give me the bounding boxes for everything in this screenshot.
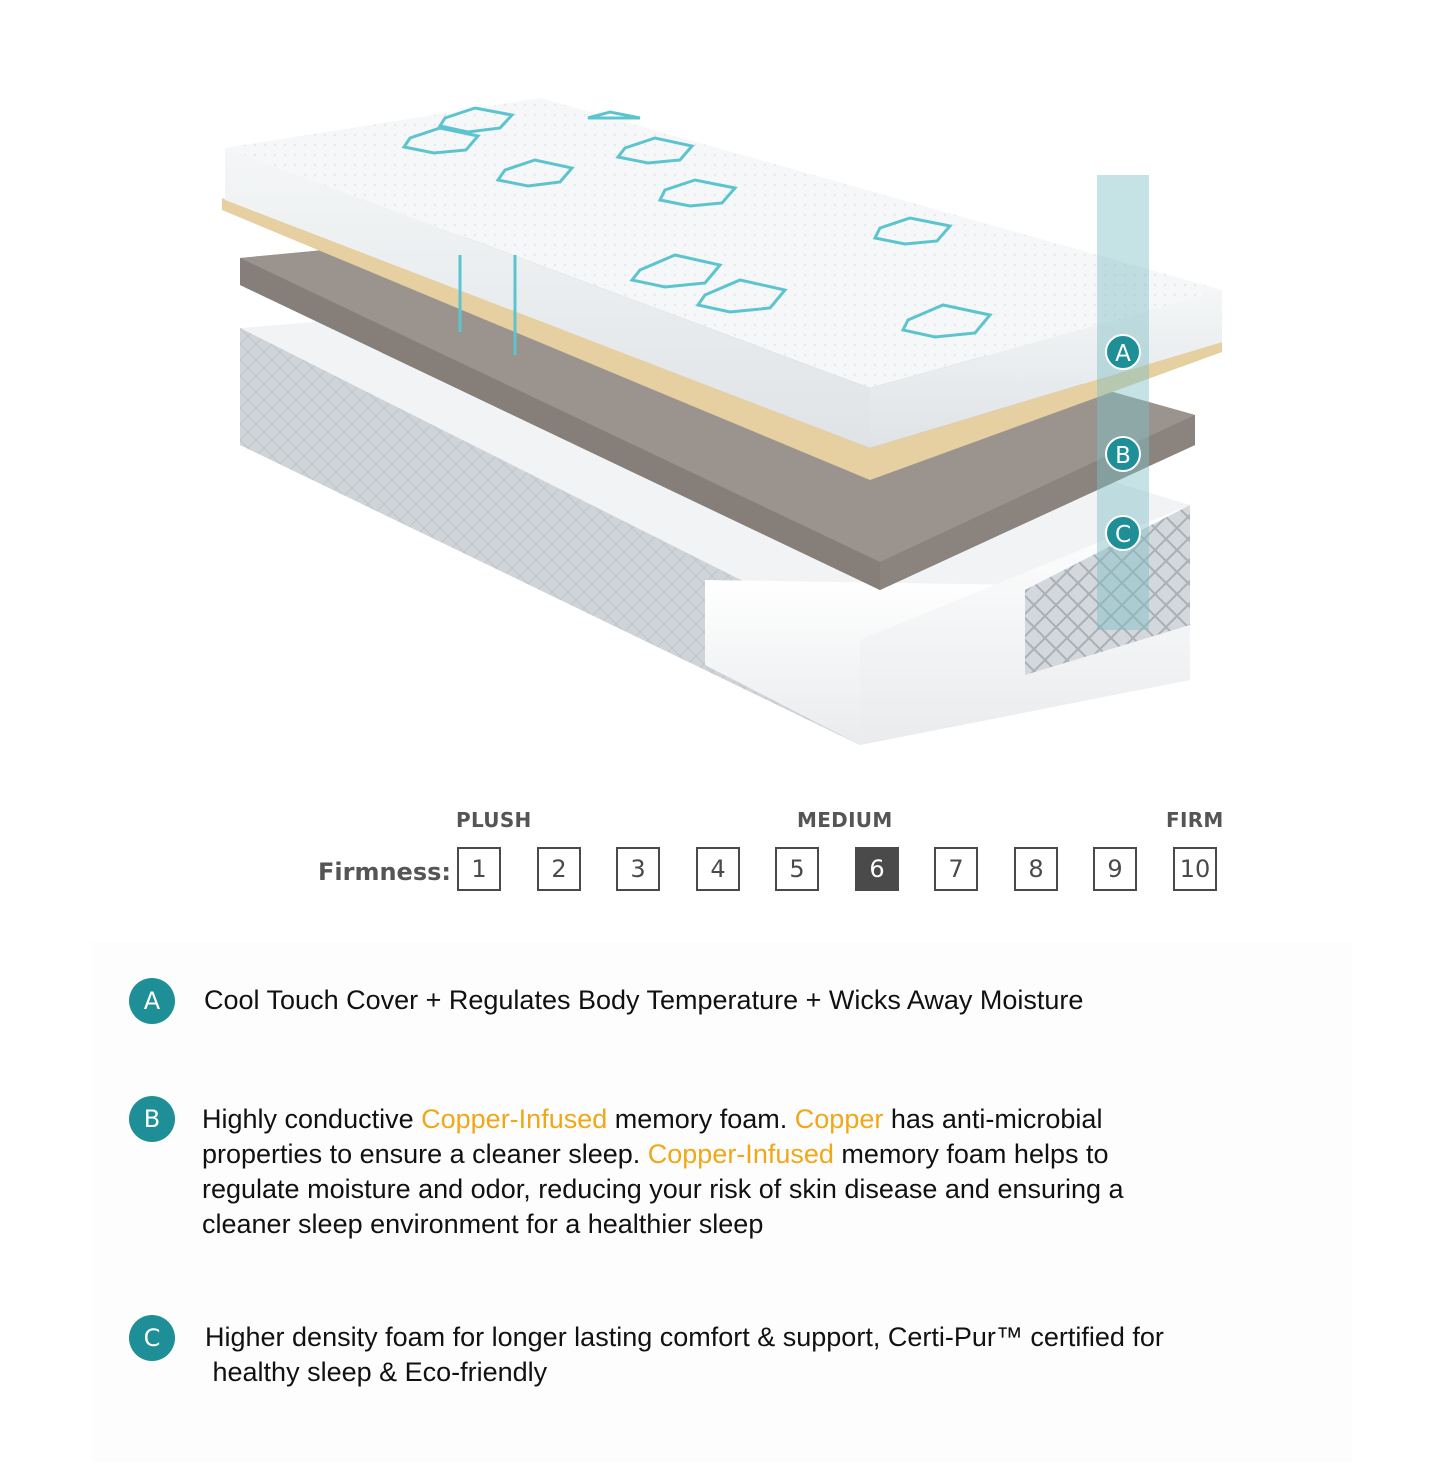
- feature-badge-a: A: [129, 978, 175, 1024]
- firmness-level-10[interactable]: 10: [1173, 847, 1217, 891]
- svg-text:A: A: [1115, 341, 1131, 367]
- firmness-level-1[interactable]: 1: [457, 847, 501, 891]
- layer-marker-bar: [1097, 175, 1149, 630]
- scale-label-plush: PLUSH: [456, 808, 532, 832]
- feature-text-segment: cleaner sleep environment for a healthier sleep: [202, 1209, 764, 1239]
- svg-text:B: B: [1115, 443, 1131, 469]
- svg-text:C: C: [1114, 522, 1132, 548]
- feature-line: [202, 1207, 1124, 1242]
- firmness-level-4[interactable]: 4: [696, 847, 740, 891]
- layer-marker-b: [1106, 437, 1140, 471]
- feature-text-segment: Highly conductive: [202, 1104, 422, 1134]
- feature-line: [202, 1137, 1124, 1172]
- scale-label-medium: MEDIUM: [797, 808, 893, 832]
- layer-marker-c: [1106, 516, 1140, 550]
- feature-text-segment: regulate moisture and odor, reducing your risk of skin disease and ensuring a: [202, 1174, 1124, 1204]
- firmness-level-2[interactable]: 2: [537, 847, 581, 891]
- feature-text-segment: Cool Touch Cover + Regulates Body Temperature + Wicks Away Moisture: [204, 985, 1084, 1015]
- feature-text-segment: properties to ensure a cleaner sleep.: [202, 1139, 648, 1169]
- feature-text-a: [204, 983, 1083, 1018]
- feature-badge-c: C: [129, 1315, 175, 1361]
- features-panel: [92, 942, 1352, 1462]
- highlight-term: Copper: [794, 1104, 884, 1134]
- feature-line: [205, 1355, 1164, 1390]
- firmness-level-8[interactable]: 8: [1014, 847, 1058, 891]
- layer-marker-a: [1106, 335, 1140, 369]
- feature-line: [204, 983, 1083, 1018]
- highlight-term: Copper-Infused: [647, 1139, 834, 1169]
- feature-line: [205, 1320, 1164, 1355]
- scale-label-firm: FIRM: [1166, 808, 1224, 832]
- feature-text-b: [202, 1102, 1124, 1242]
- feature-text-segment: Higher density foam for longer lasting comfort & support, Certi-Pur™ certified for: [205, 1322, 1164, 1352]
- feature-line: [202, 1102, 1124, 1137]
- firmness-level-3[interactable]: 3: [616, 847, 660, 891]
- feature-badge-b: B: [129, 1096, 175, 1142]
- firmness-level-5[interactable]: 5: [775, 847, 819, 891]
- feature-text-segment: memory foam helps to: [833, 1139, 1109, 1169]
- firmness-label: Firmness:: [318, 858, 451, 886]
- firmness-level-6[interactable]: 6: [855, 847, 899, 891]
- firmness-level-7[interactable]: 7: [934, 847, 978, 891]
- feature-text-segment: memory foam.: [607, 1104, 795, 1134]
- feature-line: [202, 1172, 1124, 1207]
- feature-text-segment: healthy sleep & Eco-friendly: [205, 1357, 548, 1387]
- firmness-level-9[interactable]: 9: [1093, 847, 1137, 891]
- feature-text-c: [205, 1320, 1164, 1390]
- highlight-term: Copper-Infused: [421, 1104, 608, 1134]
- feature-text-segment: has anti-microbial: [883, 1104, 1103, 1134]
